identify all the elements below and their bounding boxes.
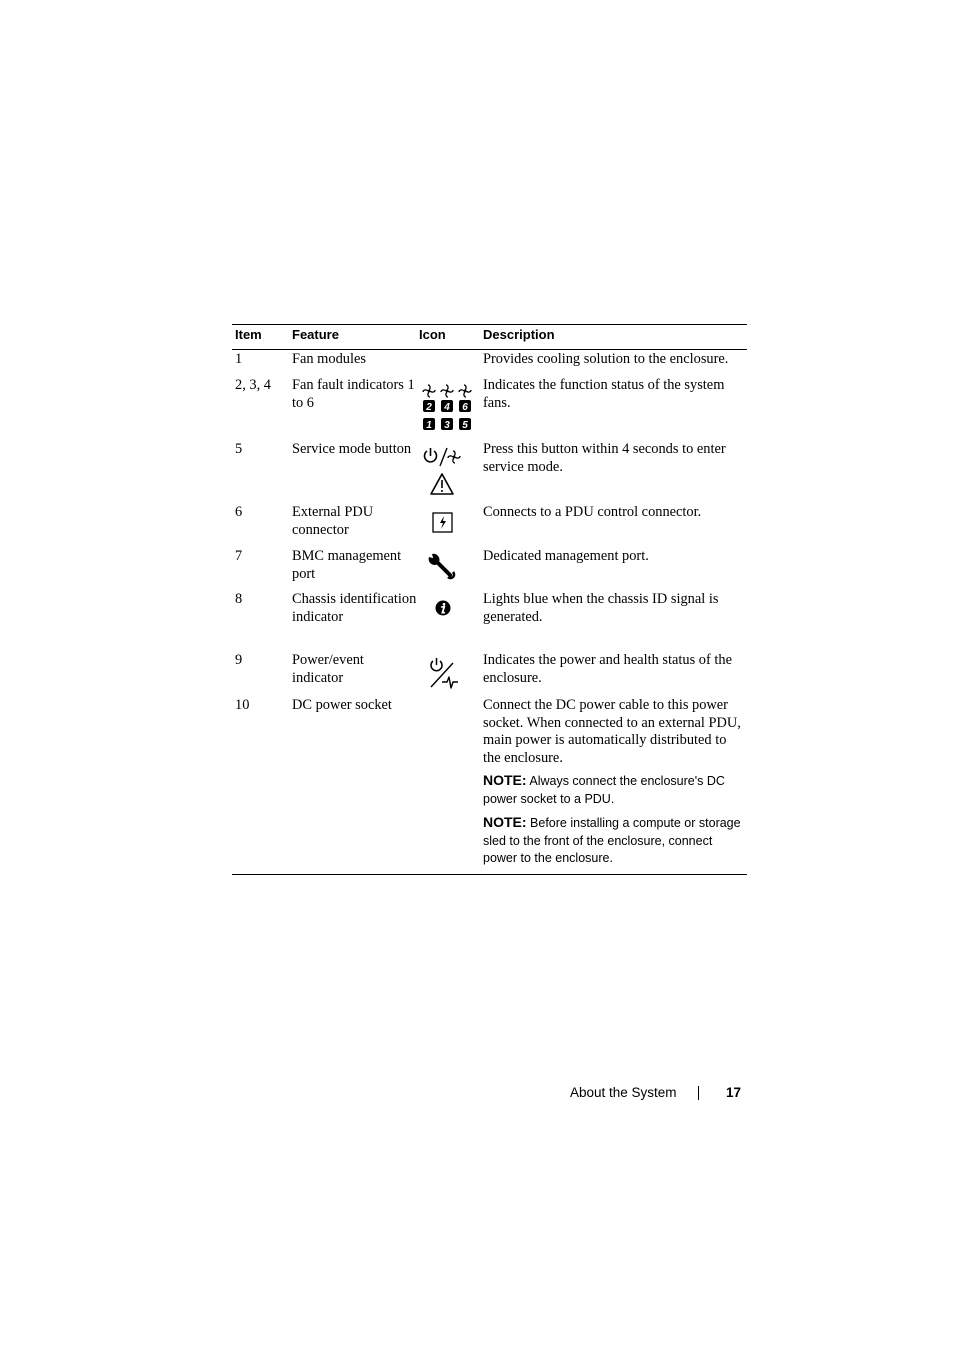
row-1-item: 1 [235, 351, 243, 367]
page-number: 17 [726, 1085, 742, 1100]
row-2-feature: Fan fault indicators 1 to 6 [292, 377, 415, 411]
row-7-description: Indicates the power and health status of the enclosure. [483, 652, 732, 686]
row-8-description: Connect the DC power cable to this power socket. When connected to an external PDU, main power is automatically distributed to the enclosure. [483, 697, 741, 766]
footer-separator [698, 1086, 699, 1100]
footer-section-title: About the System [570, 1085, 677, 1100]
row-7-feature: Power/event indicator [292, 652, 364, 686]
note-2-text: Before installing a compute or storage sled to the front of the enclosure, connect power to the enclosure. [483, 816, 741, 865]
header-icon: Icon [419, 327, 446, 342]
fan-number-4: 4 [444, 402, 450, 413]
row-6-feature: Chassis identification indicator [292, 591, 417, 625]
row-5-feature: BMC management port [292, 548, 402, 582]
header-feature: Feature [292, 327, 339, 342]
fan-number-5: 5 [462, 420, 468, 431]
wrench-icon [428, 553, 456, 581]
row-5-item: 7 [235, 548, 243, 564]
fan-number-1: 1 [426, 420, 432, 431]
note-1-label: NOTE: [483, 772, 527, 788]
note-1-text: Always connect the enclosure's DC power socket to a PDU. [483, 774, 725, 806]
row-2-item: 2, 3, 4 [235, 377, 271, 393]
pdu-connector-icon [432, 512, 453, 533]
row-3-item: 5 [235, 441, 243, 457]
note-2 [483, 814, 745, 868]
row-1-description: Provides cooling solution to the enclosure. [483, 351, 729, 367]
fan-number-6: 6 [462, 402, 468, 413]
row-3-feature: Service mode button [292, 441, 412, 457]
fan-number-3: 3 [444, 420, 450, 431]
info-icon [435, 600, 451, 616]
header-description: Description [483, 327, 555, 342]
row-8-item: 10 [235, 697, 250, 713]
row-4-item: 6 [235, 504, 243, 520]
fan-fault-indicators-icon [420, 383, 476, 433]
table-top-rule [232, 324, 747, 325]
row-5-description: Dedicated management port. [483, 548, 649, 564]
power-event-icon [427, 656, 459, 690]
row-4-feature: External PDU connector [292, 504, 374, 538]
row-7-item: 9 [235, 652, 243, 668]
row-2-description: Indicates the function status of the system fans. [483, 377, 725, 411]
fan-number-2: 2 [426, 402, 432, 413]
header-item: Item [235, 327, 262, 342]
row-6-description: Lights blue when the chassis ID signal is generated. [483, 591, 719, 625]
row-1-feature: Fan modules [292, 351, 366, 367]
row-6-item: 8 [235, 591, 243, 607]
row-4-description: Connects to a PDU control connector. [483, 504, 702, 520]
note-1 [483, 772, 745, 808]
note-2-label: NOTE: [483, 814, 527, 830]
row-8-feature: DC power socket [292, 697, 392, 713]
table-bottom-rule [232, 874, 747, 875]
row-3-description: Press this button within 4 seconds to enter service mode. [483, 441, 726, 475]
table-header-rule [232, 349, 747, 350]
service-mode-icon [422, 446, 464, 498]
